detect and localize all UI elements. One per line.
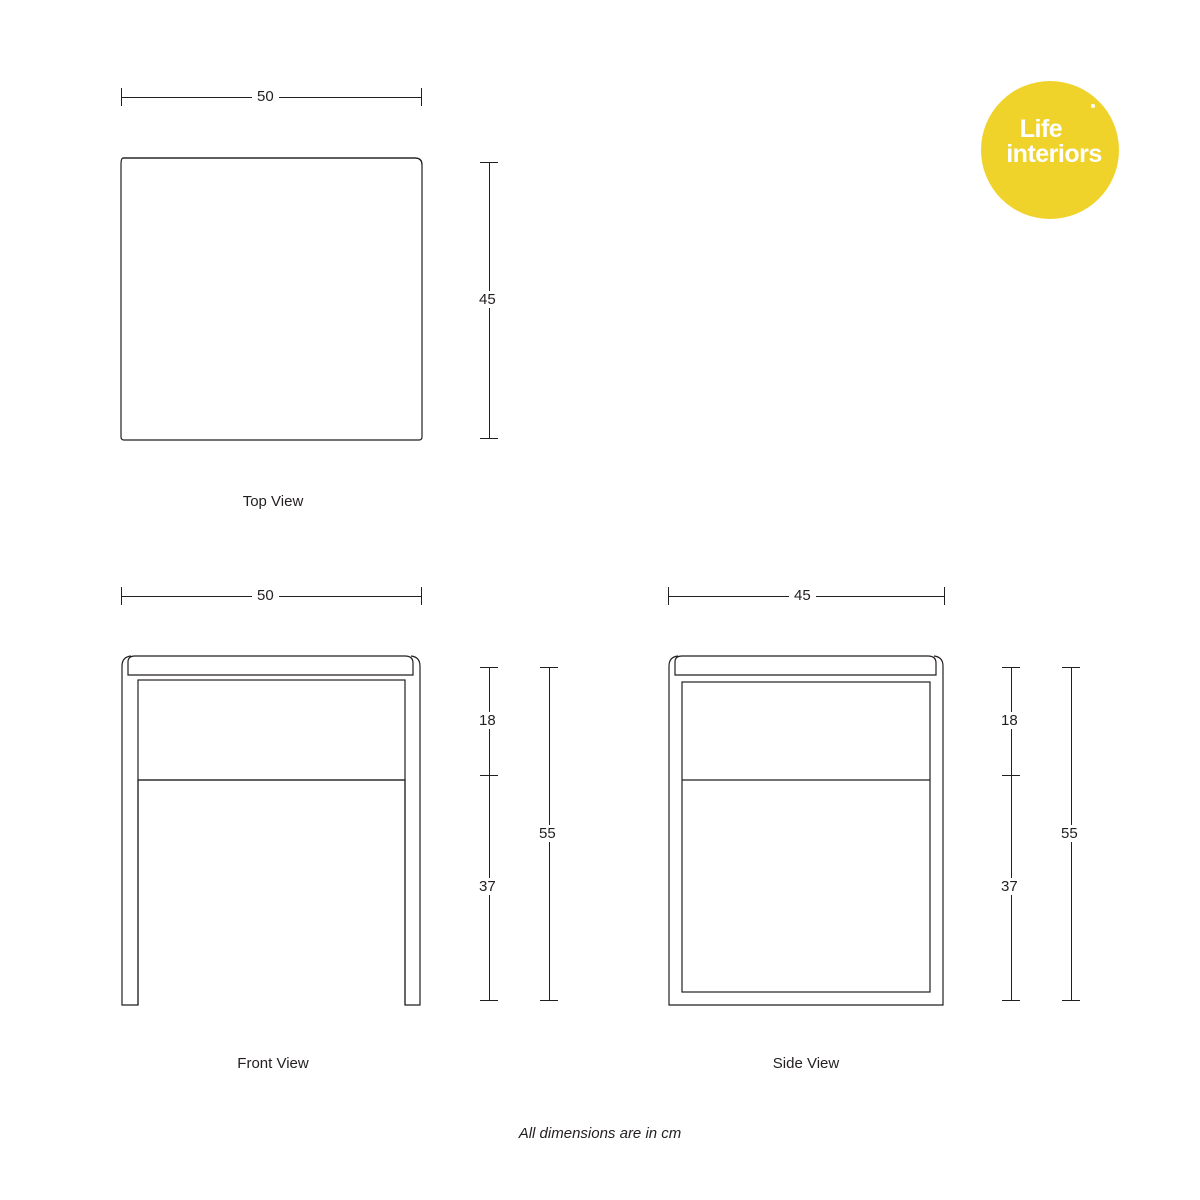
side-lower-label: 37 (996, 878, 1023, 895)
front-lower-label: 37 (474, 878, 501, 895)
top-width-label: 50 (252, 88, 279, 105)
front-upper-label: 18 (474, 712, 501, 729)
top-depth-tick-bottom (480, 438, 498, 439)
logo-line-2: interiors (1006, 140, 1102, 168)
side-view-shape (660, 650, 960, 1020)
top-view-shape (113, 155, 433, 445)
view-label-top: Top View (242, 493, 304, 510)
life-interiors-logo (981, 81, 1119, 219)
view-label-front: Front View (237, 1055, 309, 1072)
front-view-shape (113, 650, 433, 1020)
logo-line-1: Life (1019, 115, 1063, 143)
side-width-label: 45 (789, 587, 816, 604)
top-depth-label: 45 (474, 291, 501, 308)
front-width-tick-right (421, 587, 422, 605)
side-width-tick-right (944, 587, 945, 605)
view-label-side: Side View (772, 1055, 840, 1072)
logo-dot-icon (1091, 104, 1095, 108)
logo-wordmark (981, 117, 1119, 167)
side-lower-tick-bottom (1002, 1000, 1020, 1001)
side-upper-label: 18 (996, 712, 1023, 729)
side-total-label: 55 (1056, 825, 1083, 842)
front-total-label: 55 (534, 825, 561, 842)
units-footnote: All dimensions are in cm (518, 1125, 682, 1142)
side-total-tick-bottom (1062, 1000, 1080, 1001)
top-width-tick-right (421, 88, 422, 106)
front-lower-tick-bottom (480, 1000, 498, 1001)
front-width-label: 50 (252, 587, 279, 604)
front-total-tick-bottom (540, 1000, 558, 1001)
